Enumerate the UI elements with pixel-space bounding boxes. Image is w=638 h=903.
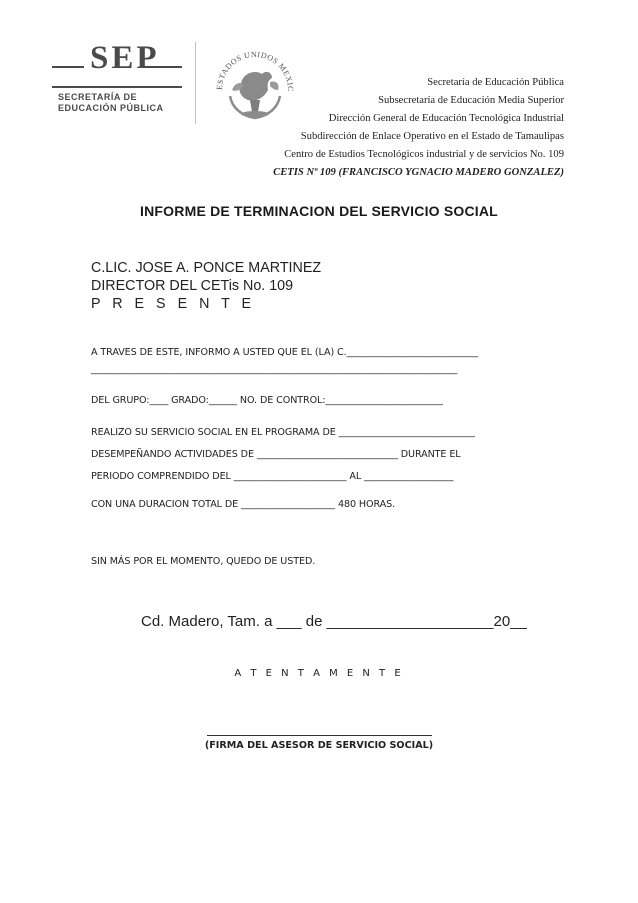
body-line-4: REALIZO SU SERVICIO SOCIAL EN EL PROGRAMA DE _____________________________ bbox=[91, 427, 475, 438]
header-line-3: Dirección General de Educación Tecnológica Industrial bbox=[328, 113, 564, 124]
closing-line: SIN MÁS POR EL MOMENTO, QUEDO DE USTED. bbox=[91, 556, 316, 567]
body-line-6: PERIODO COMPRENDIDO DEL ________________________ AL ___________________ bbox=[91, 471, 454, 482]
body-line-3: DEL GRUPO:____ GRADO:______ NO. DE CONTROL:_________________________ bbox=[91, 395, 443, 406]
institution-header bbox=[273, 74, 564, 182]
body-line-7: CON UNA DURACION TOTAL DE ____________________ 480 HORAS. bbox=[91, 499, 396, 510]
header-line-5: Centro de Estudios Tecnológicos industrial y de servicios No. 109 bbox=[284, 149, 564, 160]
header-line-6: CETIS Nº 109 (FRANCISCO YGNACIO MADERO GONZALEZ) bbox=[273, 167, 564, 178]
body-line-5: DESEMPEÑANDO ACTIVIDADES DE ______________________________ DURANTE EL bbox=[91, 449, 461, 460]
document-title: INFORME DE TERMINACION DEL SERVICIO SOCIAL bbox=[140, 203, 498, 219]
header-line-2: Subsecretaría de Educación Media Superior bbox=[378, 95, 564, 106]
logo-divider bbox=[195, 42, 196, 124]
sep-subtitle-line1: SECRETARÍA DE bbox=[58, 92, 138, 102]
addressee-position: DIRECTOR DEL CETis No. 109 bbox=[91, 278, 294, 294]
sep-logo bbox=[52, 40, 182, 116]
body-line-1: A TRAVES DE ESTE, INFORMO A USTED QUE EL (LA) C.____________________________ bbox=[91, 347, 479, 358]
addressee-name: C.LIC. JOSE A. PONCE MARTINEZ bbox=[91, 260, 322, 276]
atentamente: A T E N T A M E N T E bbox=[234, 668, 404, 679]
addressee-presente: P R E S E N T E bbox=[91, 296, 256, 312]
header-line-4: Subdirección de Enlace Operativo en el Estado de Tamaulipas bbox=[300, 131, 564, 142]
sep-wordmark: SEP bbox=[90, 40, 160, 76]
signature-label: (FIRMA DEL ASESOR DE SERVICIO SOCIAL) bbox=[204, 740, 434, 751]
signature-line bbox=[207, 735, 432, 736]
place-and-date: Cd. Madero, Tam. a ___ de ____________________20__ bbox=[141, 613, 527, 630]
seal-text: ESTADOS UNIDOS MEXIC bbox=[214, 49, 296, 93]
sep-subtitle-line2: EDUCACIÓN PÚBLICA bbox=[58, 103, 164, 113]
body-line-2: ______________________________________________________________________________ bbox=[91, 364, 458, 375]
addressee-block bbox=[91, 259, 321, 313]
header-line-1: Secretaría de Educación Pública bbox=[427, 77, 564, 88]
